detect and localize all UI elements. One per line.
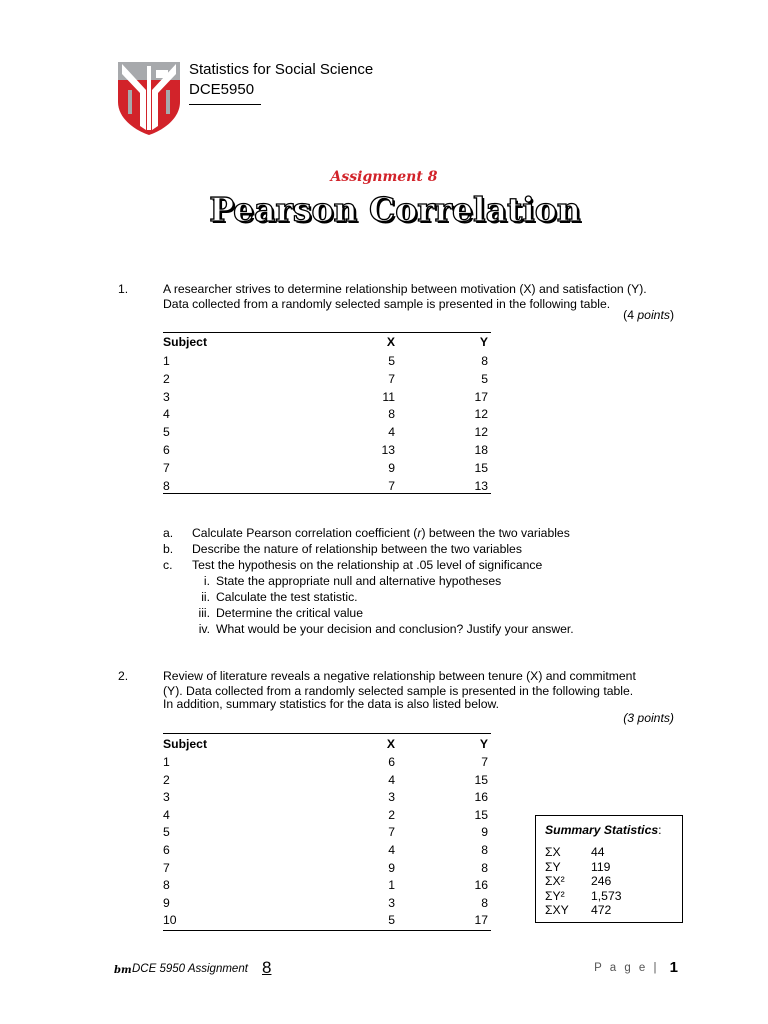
table-cell: 15 [474, 460, 488, 475]
table-cell: 8 [388, 407, 395, 422]
table-cell: 15 [474, 807, 488, 822]
table-cell: 7 [388, 825, 395, 840]
table-cell: 4 [163, 807, 170, 822]
summary-value: 1,573 [591, 888, 622, 903]
table-cell: 5 [163, 425, 170, 440]
table-1-bottom-rule [163, 493, 491, 494]
table-cell: 9 [481, 825, 488, 840]
question-2-number: 2. [118, 669, 129, 683]
task-text [192, 542, 522, 558]
subtask-text: What would be your decision and conclusion? Justify your answer. [216, 622, 574, 636]
table-cell: 15 [474, 772, 488, 787]
table-header-subject: Subject [163, 737, 208, 751]
table-cell: 7 [163, 860, 170, 875]
table-cell: 16 [474, 878, 488, 893]
subtask-text: Determine the critical value [216, 606, 363, 620]
table-cell: 8 [481, 895, 488, 910]
table-header-y: Y [479, 737, 488, 751]
summary-value: 472 [591, 903, 612, 917]
table-cell: 8 [163, 478, 170, 493]
course-title: Statistics for Social Science [189, 61, 374, 78]
assignment-label: Assignment 8 [330, 169, 438, 185]
summary-statistics-title: Summary Statistics: [545, 823, 662, 837]
table-cell: 7 [388, 371, 395, 386]
table-cell: 3 [163, 389, 170, 404]
table-cell: 1 [388, 878, 395, 893]
table-cell: 8 [481, 354, 488, 368]
summary-label: ΣY² [545, 888, 565, 903]
table-2-bottom-rule [163, 930, 491, 931]
table-cell: 16 [474, 790, 488, 805]
task-text-part: Describe the nature of relationship between the two variables [192, 542, 522, 556]
summary-value: 44 [591, 845, 605, 859]
table-cell: 5 [388, 913, 395, 928]
table-header-subject: Subject [163, 335, 208, 349]
table-cell: 5 [163, 825, 170, 840]
table-cell: 3 [163, 790, 170, 805]
table-cell: 4 [388, 843, 395, 857]
page-number: 1 [669, 959, 678, 976]
question-2-text-line-3: In addition, summary statistics for the data is also listed below. [163, 697, 499, 711]
table-cell: 10 [163, 913, 177, 928]
table-cell: 5 [388, 354, 395, 368]
table-cell: 5 [481, 371, 488, 386]
table-cell: 7 [388, 478, 395, 493]
summary-label: ΣX [545, 845, 561, 859]
header-rule [189, 104, 261, 105]
table-cell: 9 [388, 460, 395, 475]
task-text-italic: r [417, 526, 422, 540]
summary-label: ΣX² [545, 874, 565, 888]
table-2-top-rule [163, 733, 491, 734]
table-cell: 6 [163, 443, 170, 457]
table-header-y: Y [479, 335, 488, 349]
question-2-points: (3 points) [623, 711, 674, 725]
table-cell: 1 [163, 755, 170, 769]
summary-value: 119 [591, 859, 611, 874]
table-cell: 4 [388, 772, 395, 787]
footer-initials: bm [114, 965, 132, 976]
summary-label: ΣY [545, 859, 561, 874]
table-cell: 6 [163, 843, 170, 857]
table-cell: 6 [388, 755, 395, 769]
table-cell: 8 [163, 878, 170, 893]
subtask-label: iii. [198, 606, 210, 620]
table-cell: 3 [388, 895, 395, 910]
task-label: b. [163, 542, 174, 556]
table-cell: 11 [382, 389, 395, 404]
task-text-part: ) between the two variables [421, 526, 570, 540]
table-cell: 4 [163, 407, 170, 422]
task-label: c. [163, 558, 173, 572]
summary-value: 246 [591, 874, 612, 888]
table-cell: 18 [474, 443, 488, 457]
task-text [192, 526, 570, 542]
table-cell: 1 [163, 354, 170, 368]
table-cell: 7 [481, 755, 488, 769]
table-cell: 4 [388, 425, 395, 440]
table-cell: 8 [481, 860, 488, 875]
subtask-text: Calculate the test statistic. [216, 590, 358, 604]
table-cell: 9 [388, 860, 395, 875]
footer-assignment-number: 8 [262, 958, 272, 977]
subtask-text: State the appropriate null and alternative hypotheses [216, 574, 502, 588]
task-text [192, 558, 542, 574]
table-cell: 2 [163, 371, 170, 386]
table-cell: 7 [163, 460, 170, 475]
question-1-number: 1. [118, 282, 129, 296]
table-cell: 13 [381, 443, 395, 457]
table-cell: 13 [474, 478, 488, 493]
course-code: DCE5950 [189, 81, 255, 98]
summary-label: ΣXY [545, 903, 569, 917]
task-text-part: Calculate Pearson correlation coefficient ( [192, 526, 418, 540]
subtask-label: ii. [201, 590, 210, 604]
subtask-label: iv. [198, 622, 210, 636]
question-1-text-line-2: Data collected from a randomly selected sample is presented in the following table. [163, 297, 611, 311]
task-label: a. [163, 526, 174, 540]
footer-text: DCE 5950 Assignment [132, 963, 248, 975]
question-1-text-line-1: A researcher strives to determine relationship between motivation (X) and satisfaction (Y). [163, 282, 647, 296]
subtask-label: i. [203, 574, 210, 588]
table-1-top-rule [163, 332, 491, 333]
table-header-x: X [386, 335, 395, 349]
question-1-points: (4 points) [623, 308, 674, 322]
question-2-text-line-1: Review of literature reveals a negative relationship between tenure (X) and commitment [163, 669, 636, 683]
table-cell: 8 [481, 843, 488, 857]
university-logo [116, 60, 182, 136]
question-2-text-line-2: (Y). Data collected from a randomly selected sample is presented in the following table. [163, 684, 634, 698]
table-header-x: X [386, 737, 395, 751]
task-text-part: Test the hypothesis on the relationship at .05 level of significance [192, 558, 543, 572]
page-title: Pearson Correlation [209, 190, 581, 229]
page-label: P a g e | [594, 962, 659, 974]
table-cell: 12 [474, 425, 488, 440]
table-cell: 2 [163, 772, 170, 787]
table-cell: 17 [474, 913, 488, 928]
table-cell: 2 [388, 807, 395, 822]
table-cell: 3 [388, 790, 395, 805]
table-cell: 17 [474, 389, 488, 404]
table-cell: 9 [163, 895, 170, 910]
table-cell: 12 [474, 407, 488, 422]
